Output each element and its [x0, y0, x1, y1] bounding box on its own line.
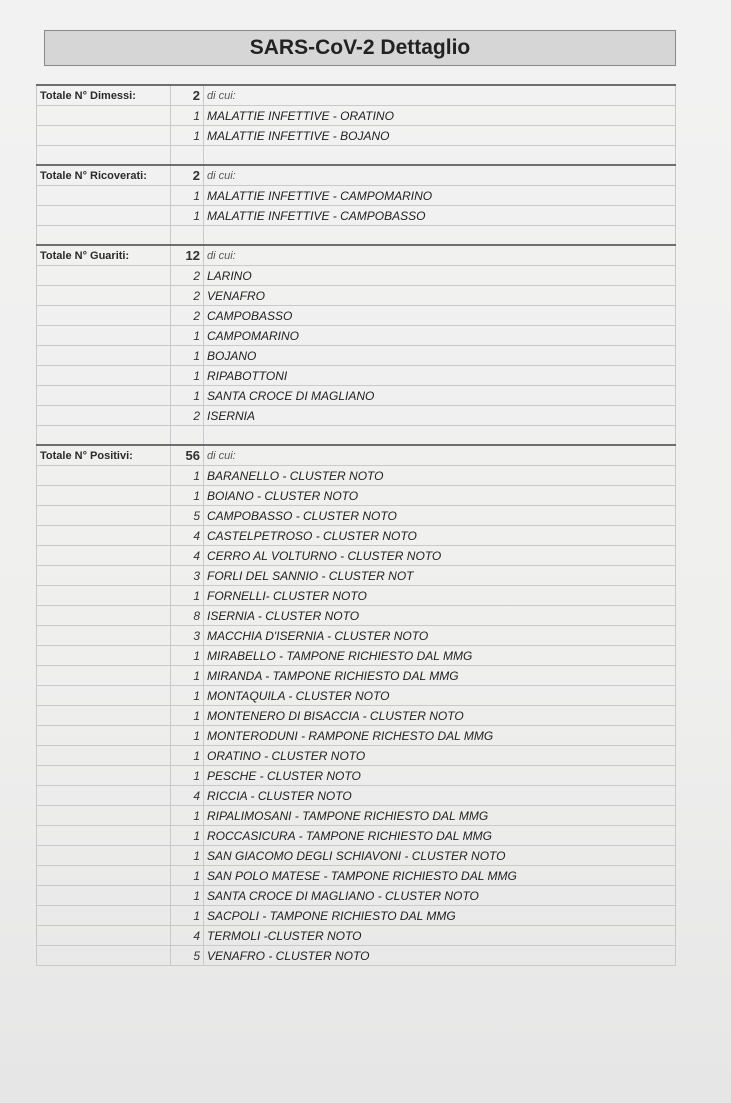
row-description: FORNELLI- CLUSTER NOTO: [204, 586, 676, 606]
section-header-row: [37, 85, 676, 106]
row-description: BARANELLO - CLUSTER NOTO: [204, 466, 676, 486]
row-count: 3: [171, 626, 204, 646]
row-count: 8: [171, 606, 204, 626]
table-row: [37, 826, 676, 846]
row-count: 4: [171, 926, 204, 946]
table-row: [37, 746, 676, 766]
row-description: SACPOLI - TAMPONE RICHIESTO DAL MMG: [204, 906, 676, 926]
table-row: [37, 526, 676, 546]
row-count: 1: [171, 106, 204, 126]
section-total: 2: [171, 85, 204, 106]
row-count: 1: [171, 486, 204, 506]
row-count: 4: [171, 546, 204, 566]
section-dicui: di cui:: [204, 245, 676, 266]
row-description: CAMPOBASSO - CLUSTER NOTO: [204, 506, 676, 526]
section-label: Totale N° Guariti:: [37, 245, 171, 266]
row-description: FORLI DEL SANNIO - CLUSTER NOT: [204, 566, 676, 586]
row-count: 1: [171, 886, 204, 906]
table-row: [37, 406, 676, 426]
table-row: [37, 646, 676, 666]
table-row: [37, 666, 676, 686]
row-count: 1: [171, 806, 204, 826]
row-description: SAN POLO MATESE - TAMPONE RICHIESTO DAL MMG: [204, 866, 676, 886]
section-gap-row: [37, 426, 676, 446]
row-label-blank: [37, 406, 171, 426]
row-description: MACCHIA D'ISERNIA - CLUSTER NOTO: [204, 626, 676, 646]
row-label-blank: [37, 806, 171, 826]
row-count: 1: [171, 466, 204, 486]
row-count: 2: [171, 306, 204, 326]
row-label-blank: [37, 326, 171, 346]
row-count: 3: [171, 566, 204, 586]
row-description: MONTAQUILA - CLUSTER NOTO: [204, 686, 676, 706]
table-row: [37, 566, 676, 586]
table-row: [37, 726, 676, 746]
row-count: 1: [171, 326, 204, 346]
section-header-row: [37, 165, 676, 186]
gap-cell: [204, 226, 676, 246]
title-spacer: [36, 66, 676, 84]
row-description: BOIANO - CLUSTER NOTO: [204, 486, 676, 506]
row-label-blank: [37, 946, 171, 966]
section-label: Totale N° Ricoverati:: [37, 165, 171, 186]
gap-cell: [37, 426, 171, 446]
table-row: [37, 126, 676, 146]
row-description: ROCCASICURA - TAMPONE RICHIESTO DAL MMG: [204, 826, 676, 846]
table-row: [37, 586, 676, 606]
section-total: 12: [171, 245, 204, 266]
section-dicui: di cui:: [204, 165, 676, 186]
table-row: [37, 306, 676, 326]
row-description: BOJANO: [204, 346, 676, 366]
row-count: 1: [171, 826, 204, 846]
table-row: [37, 486, 676, 506]
row-label-blank: [37, 506, 171, 526]
table-row: [37, 326, 676, 346]
row-count: 1: [171, 666, 204, 686]
report-title: SARS-CoV-2 Dettaglio: [44, 30, 676, 66]
row-label-blank: [37, 346, 171, 366]
row-label-blank: [37, 286, 171, 306]
row-count: 2: [171, 286, 204, 306]
table-row: [37, 266, 676, 286]
section-total: 2: [171, 165, 204, 186]
row-description: MIRABELLO - TAMPONE RICHIESTO DAL MMG: [204, 646, 676, 666]
row-count: 1: [171, 386, 204, 406]
table-row: [37, 506, 676, 526]
row-label-blank: [37, 866, 171, 886]
row-label-blank: [37, 786, 171, 806]
gap-cell: [171, 426, 204, 446]
row-count: 2: [171, 266, 204, 286]
row-description: RICCIA - CLUSTER NOTO: [204, 786, 676, 806]
row-count: 4: [171, 526, 204, 546]
gap-cell: [37, 146, 171, 166]
section-dicui: di cui:: [204, 445, 676, 466]
row-count: 1: [171, 746, 204, 766]
gap-cell: [171, 226, 204, 246]
row-description: MALATTIE INFETTIVE - CAMPOBASSO: [204, 206, 676, 226]
row-description: ORATINO - CLUSTER NOTO: [204, 746, 676, 766]
section-total: 56: [171, 445, 204, 466]
row-label-blank: [37, 926, 171, 946]
row-description: CERRO AL VOLTURNO - CLUSTER NOTO: [204, 546, 676, 566]
row-label-blank: [37, 266, 171, 286]
row-count: 1: [171, 366, 204, 386]
section-label: Totale N° Positivi:: [37, 445, 171, 466]
table-row: [37, 806, 676, 826]
row-description: ISERNIA: [204, 406, 676, 426]
table-row: [37, 106, 676, 126]
row-count: 1: [171, 206, 204, 226]
row-count: 1: [171, 126, 204, 146]
row-label-blank: [37, 686, 171, 706]
row-description: SANTA CROCE DI MAGLIANO: [204, 386, 676, 406]
row-count: 1: [171, 646, 204, 666]
table-row: [37, 786, 676, 806]
row-label-blank: [37, 586, 171, 606]
gap-cell: [204, 146, 676, 166]
table-row: [37, 946, 676, 966]
row-description: CASTELPETROSO - CLUSTER NOTO: [204, 526, 676, 546]
row-description: RIPALIMOSANI - TAMPONE RICHIESTO DAL MMG: [204, 806, 676, 826]
row-label-blank: [37, 706, 171, 726]
row-label-blank: [37, 206, 171, 226]
row-label-blank: [37, 126, 171, 146]
row-label-blank: [37, 826, 171, 846]
detail-table-body: [37, 85, 676, 966]
row-count: 1: [171, 346, 204, 366]
row-count: 1: [171, 846, 204, 866]
table-row: [37, 466, 676, 486]
row-count: 1: [171, 726, 204, 746]
table-row: [37, 766, 676, 786]
row-description: MALATTIE INFETTIVE - ORATINO: [204, 106, 676, 126]
row-description: MIRANDA - TAMPONE RICHIESTO DAL MMG: [204, 666, 676, 686]
row-description: CAMPOBASSO: [204, 306, 676, 326]
row-description: MONTENERO DI BISACCIA - CLUSTER NOTO: [204, 706, 676, 726]
row-label-blank: [37, 606, 171, 626]
row-label-blank: [37, 626, 171, 646]
row-count: 1: [171, 186, 204, 206]
row-count: 4: [171, 786, 204, 806]
row-description: VENAFRO - CLUSTER NOTO: [204, 946, 676, 966]
row-description: CAMPOMARINO: [204, 326, 676, 346]
row-label-blank: [37, 486, 171, 506]
row-label-blank: [37, 526, 171, 546]
row-count: 1: [171, 706, 204, 726]
row-label-blank: [37, 746, 171, 766]
detail-table: [36, 84, 676, 966]
row-label-blank: [37, 546, 171, 566]
row-description: VENAFRO: [204, 286, 676, 306]
row-count: 5: [171, 506, 204, 526]
section-dicui: di cui:: [204, 85, 676, 106]
table-row: [37, 846, 676, 866]
table-row: [37, 866, 676, 886]
row-description: RIPABOTTONI: [204, 366, 676, 386]
row-count: 1: [171, 766, 204, 786]
section-header-row: [37, 245, 676, 266]
table-row: [37, 206, 676, 226]
table-row: [37, 626, 676, 646]
table-row: [37, 926, 676, 946]
row-label-blank: [37, 906, 171, 926]
row-description: MALATTIE INFETTIVE - BOJANO: [204, 126, 676, 146]
row-description: MALATTIE INFETTIVE - CAMPOMARINO: [204, 186, 676, 206]
row-label-blank: [37, 106, 171, 126]
row-description: SAN GIACOMO DEGLI SCHIAVONI - CLUSTER NOTO: [204, 846, 676, 866]
row-label-blank: [37, 766, 171, 786]
row-description: SANTA CROCE DI MAGLIANO - CLUSTER NOTO: [204, 886, 676, 906]
row-label-blank: [37, 726, 171, 746]
row-count: 1: [171, 866, 204, 886]
table-row: [37, 186, 676, 206]
row-count: 1: [171, 686, 204, 706]
table-row: [37, 706, 676, 726]
row-label-blank: [37, 646, 171, 666]
row-label-blank: [37, 666, 171, 686]
row-label-blank: [37, 566, 171, 586]
row-description: TERMOLI -CLUSTER NOTO: [204, 926, 676, 946]
report-sheet: [36, 30, 676, 966]
table-row: [37, 686, 676, 706]
table-row: [37, 546, 676, 566]
section-gap-row: [37, 226, 676, 246]
table-row: [37, 886, 676, 906]
row-label-blank: [37, 846, 171, 866]
row-label-blank: [37, 186, 171, 206]
table-row: [37, 366, 676, 386]
row-label-blank: [37, 306, 171, 326]
row-count: 5: [171, 946, 204, 966]
row-description: PESCHE - CLUSTER NOTO: [204, 766, 676, 786]
row-label-blank: [37, 886, 171, 906]
table-row: [37, 906, 676, 926]
row-count: 1: [171, 586, 204, 606]
row-description: MONTERODUNI - RAMPONE RICHESTO DAL MMG: [204, 726, 676, 746]
table-row: [37, 386, 676, 406]
row-description: LARINO: [204, 266, 676, 286]
gap-cell: [171, 146, 204, 166]
table-row: [37, 606, 676, 626]
table-row: [37, 286, 676, 306]
row-count: 1: [171, 906, 204, 926]
section-gap-row: [37, 146, 676, 166]
table-row: [37, 346, 676, 366]
row-count: 2: [171, 406, 204, 426]
row-label-blank: [37, 466, 171, 486]
row-description: ISERNIA - CLUSTER NOTO: [204, 606, 676, 626]
section-header-row: [37, 445, 676, 466]
row-label-blank: [37, 386, 171, 406]
section-label: Totale N° Dimessi:: [37, 85, 171, 106]
row-label-blank: [37, 366, 171, 386]
gap-cell: [37, 226, 171, 246]
gap-cell: [204, 426, 676, 446]
